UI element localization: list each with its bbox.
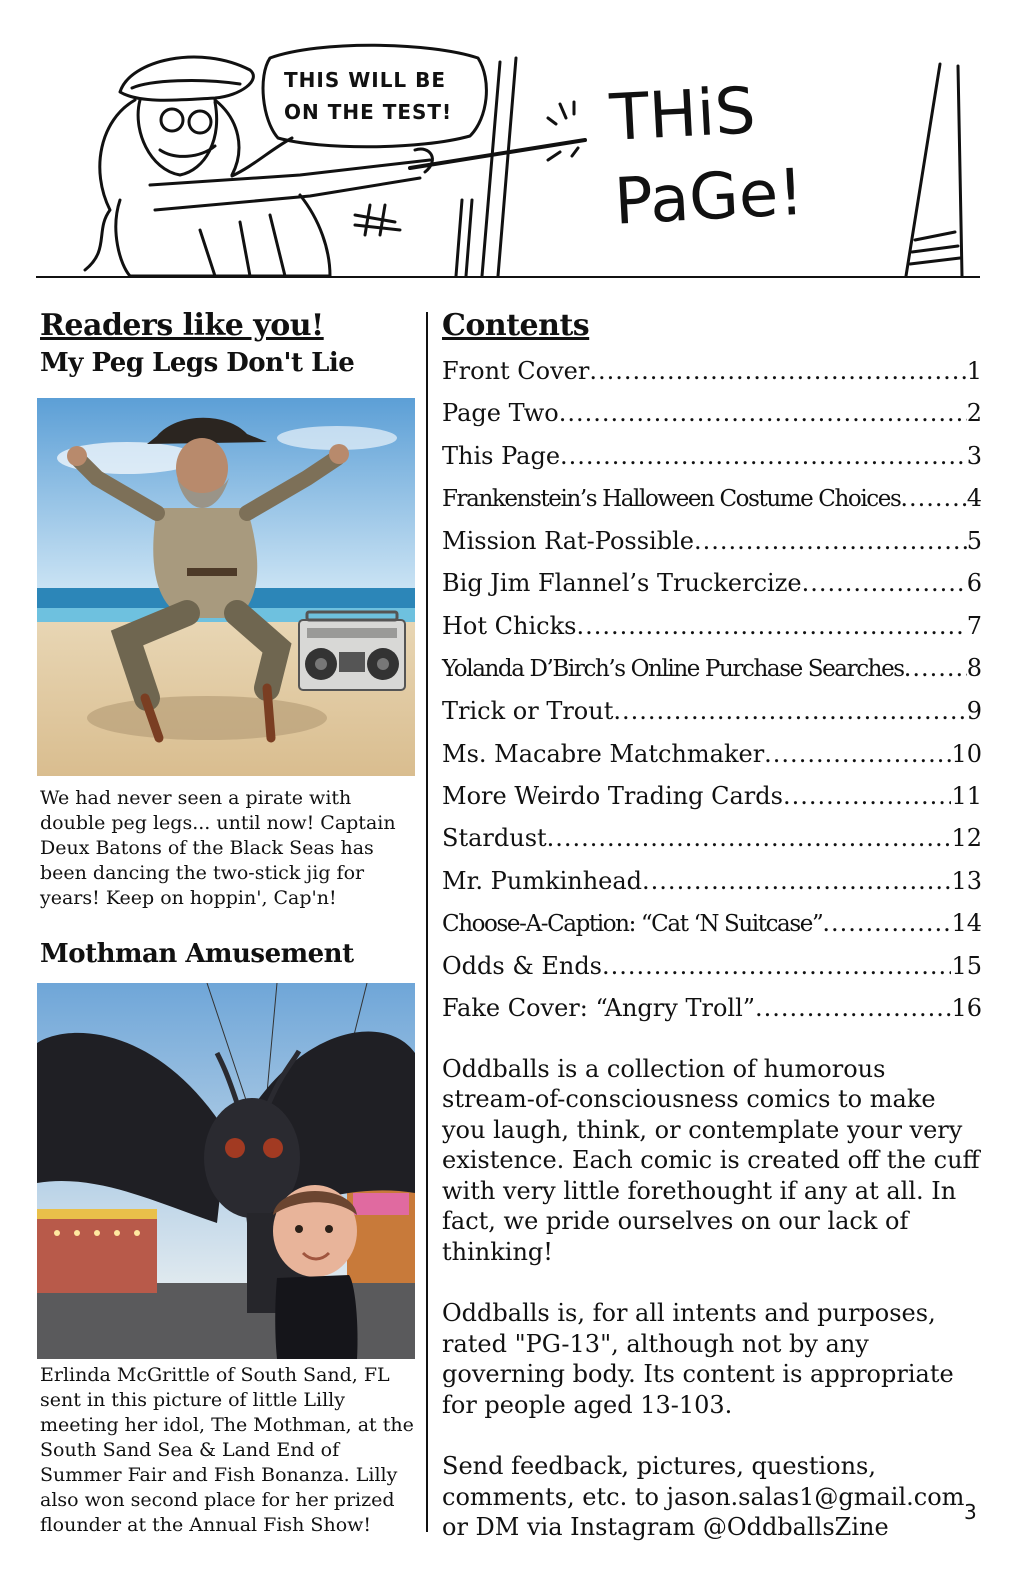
- toc-page: 16: [951, 994, 982, 1023]
- mothman-illustration: [37, 983, 415, 1359]
- toc-title: Big Jim Flannel’s Truckercize: [442, 569, 802, 598]
- story2-headline: Mothman Amusement: [40, 939, 354, 969]
- toc-page: 7: [966, 611, 982, 640]
- toc-title: Stardust: [442, 824, 547, 853]
- toc-title: Mission Rat-Possible: [442, 527, 694, 556]
- toc-leader: [904, 647, 967, 689]
- toc-page: 1: [966, 357, 982, 385]
- readers-title: Readers like you!: [40, 308, 324, 343]
- toc-item: [442, 945, 982, 987]
- toc-title: Mr. Pumkinhead: [442, 866, 643, 895]
- toc-page: 4: [966, 483, 982, 512]
- contents-column: [442, 306, 982, 1574]
- pirate-photo: [37, 398, 415, 776]
- toc-title: Front Cover: [442, 357, 590, 385]
- page-number: 3: [964, 1500, 977, 1524]
- toc-item: [442, 520, 982, 562]
- bubble-line-1: THIS WILL BE: [284, 68, 447, 92]
- toc-page: 12: [951, 824, 982, 853]
- toc-page: 3: [966, 441, 982, 470]
- story1-caption: We had never seen a pirate with double peg legs... until now! Captain Deux Batons of the Black Seas has been dancing the two-stick jig for years! Keep on hoppin', Cap'n!: [40, 787, 396, 909]
- rating-paragraph: Oddballs is, for all intents and purposes, rated "PG-13", although not by any governing body. Its content is appropriate for people aged 13-103.: [442, 1299, 954, 1419]
- toc-title: Ms. Macabre Matchmaker: [442, 739, 765, 768]
- toc-item: [442, 392, 982, 434]
- toc-item: [442, 860, 982, 902]
- toc-title: Yolanda D’Birch’s Online Purchase Searches: [442, 656, 904, 683]
- toc-leader: [547, 817, 952, 859]
- toc-leader: [764, 733, 951, 775]
- toc-leader: [642, 860, 951, 902]
- bubble-line-2: ON THE TEST!: [284, 100, 453, 124]
- toc-page: 10: [951, 739, 982, 768]
- toc-title: Frankenstein’s Halloween Costume Choices: [442, 485, 901, 512]
- banner-line-2: PaGe!: [612, 155, 806, 240]
- toc-item: [442, 647, 982, 690]
- toc-title: Hot Chicks: [442, 611, 577, 640]
- toc-item: [442, 775, 982, 817]
- toc-item: [442, 562, 982, 604]
- toc-page: 9: [966, 697, 982, 726]
- toc-item: [442, 605, 982, 647]
- toc-leader: [576, 605, 966, 647]
- boombox: [299, 612, 405, 690]
- toc-page: 14: [951, 908, 982, 937]
- toc-title: Fake Cover: “Angry Troll”: [442, 994, 756, 1023]
- pirate-illustration: [37, 398, 415, 776]
- professor-hat: [120, 57, 253, 100]
- toc-page: 5: [966, 527, 982, 556]
- toc-title: Choose-A-Caption: “Cat ‘N Suitcase”: [442, 910, 823, 937]
- toc-page: 6: [966, 569, 982, 598]
- this-page-banner: [608, 63, 876, 244]
- toc-item: [442, 477, 982, 520]
- banner-line-1: THiS: [608, 74, 758, 156]
- toc-leader: [755, 987, 951, 1029]
- toc-leader: [559, 392, 967, 434]
- toc-item: [442, 987, 982, 1029]
- professor-body: [116, 195, 330, 276]
- toc-leader: [900, 477, 966, 519]
- toc-item: [442, 350, 982, 392]
- toc-leader: [589, 350, 966, 392]
- about-paragraph: Oddballs is a collection of humorous stream-of-consciousness comics to make you laugh, think, or contemplate your very existence. Each comic is created off the cuff with very little forethought if any at all. In fact, we pride ourselves on our lack of thinking!: [442, 1054, 980, 1266]
- toc-page: 8: [966, 654, 982, 683]
- toc-item: [442, 902, 982, 945]
- readers-column: [40, 306, 416, 1538]
- mothman-photo: [37, 983, 415, 1359]
- professor-hair: [85, 100, 135, 270]
- table-of-contents: [442, 350, 982, 1030]
- about-text: [442, 1054, 982, 1543]
- toc-item: [442, 817, 982, 859]
- toc-page: 2: [966, 399, 982, 428]
- comic-header: [0, 0, 1024, 290]
- toc-item: [442, 733, 982, 775]
- toc-page: 13: [951, 866, 982, 895]
- header-divider: [36, 276, 980, 278]
- column-divider: [426, 312, 428, 1532]
- story1-headline: My Peg Legs Don't Lie: [40, 348, 355, 378]
- toc-title: This Page: [442, 441, 561, 470]
- toc-item: [442, 690, 982, 732]
- toc-leader: [802, 562, 967, 604]
- toc-title: Page Two: [442, 399, 559, 428]
- toc-title: More Weirdo Trading Cards: [442, 781, 783, 810]
- toc-title: Trick or Trout: [442, 697, 614, 726]
- toc-leader: [822, 902, 951, 944]
- toc-page: 15: [951, 952, 982, 981]
- toc-leader: [694, 520, 967, 562]
- toc-leader: [613, 690, 966, 732]
- toc-leader: [560, 435, 967, 477]
- toc-leader: [602, 945, 951, 987]
- contents-title: Contents: [442, 308, 590, 343]
- toc-title: Odds & Ends: [442, 952, 602, 981]
- speech-bubble-text: [284, 64, 484, 128]
- toc-leader: [783, 775, 952, 817]
- toc-item: [442, 435, 982, 477]
- contact-paragraph: Send feedback, pictures, questions, comments, etc. to jason.salas1@gmail.com or DM via Instagram @OddballsZine: [442, 1452, 965, 1542]
- story2-caption: Erlinda McGrittle of South Sand, FL sent in this picture of little Lilly meeting her idol, The Mothman, at the South Sand Sea & Land End of Summer Fair and Fish Bonanza. Lilly also won second place for her prized flounder at the Annual Fish Show!: [40, 1364, 414, 1536]
- toc-page: 11: [951, 781, 982, 810]
